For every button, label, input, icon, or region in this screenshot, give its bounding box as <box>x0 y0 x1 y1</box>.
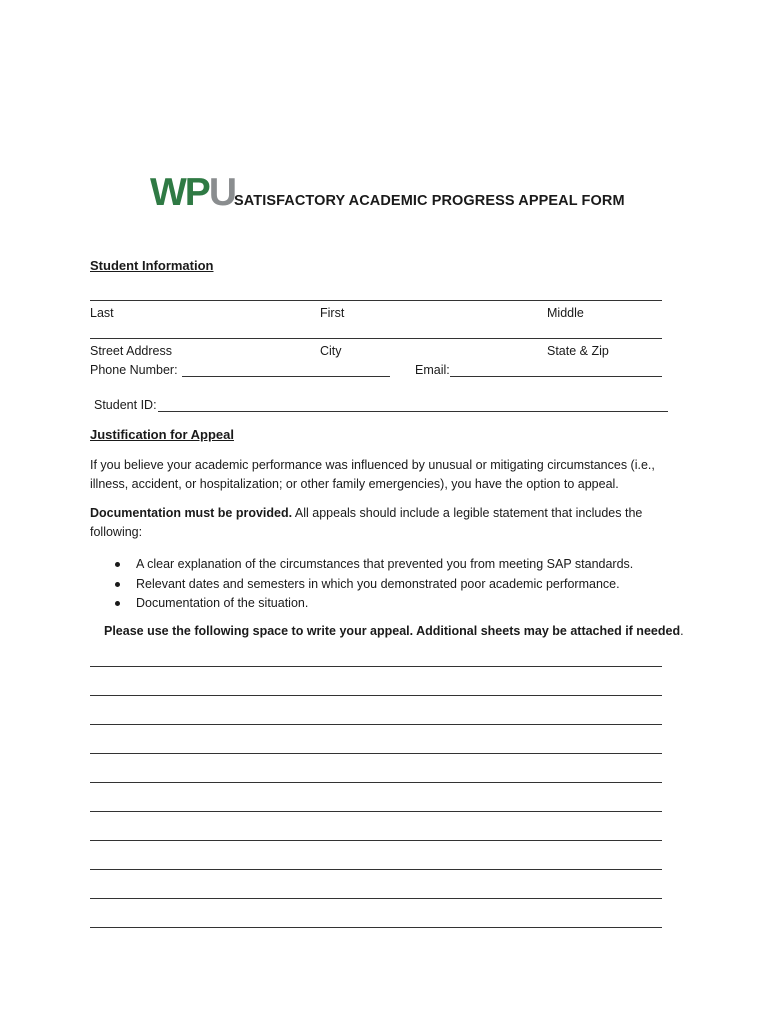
justification-intro: If you believe your academic performance was influenced by unusual or mitigating circumstances (i.e., illness, accident, or hospitalization; or other family emergencies), you have the option to appeal. <box>90 458 655 491</box>
logo-u: U <box>208 171 237 214</box>
email-label: Email: <box>415 363 450 377</box>
wpu-logo <box>150 171 237 214</box>
appeal-writing-line[interactable] <box>90 782 662 783</box>
list-item: Relevant dates and semesters in which you demonstrated poor academic performance. <box>112 575 633 595</box>
student-id-label: Student ID: <box>94 398 157 412</box>
appeal-writing-line[interactable] <box>90 666 662 667</box>
last-name-label: Last <box>90 306 114 320</box>
first-name-label: First <box>320 306 345 320</box>
middle-name-label: Middle <box>547 306 584 320</box>
address-line[interactable] <box>90 338 662 339</box>
appeal-writing-line[interactable] <box>90 753 662 754</box>
appeal-writing-line[interactable] <box>90 840 662 841</box>
phone-number-label: Phone Number: <box>90 363 178 377</box>
documentation-paragraph <box>90 504 680 542</box>
form-title: SATISFACTORY ACADEMIC PROGRESS APPEAL FORM <box>234 193 625 209</box>
phone-number-line[interactable] <box>182 376 390 377</box>
justification-heading: Justification for Appeal <box>90 427 234 442</box>
logo-wp: WP <box>150 171 209 214</box>
state-zip-label: State & Zip <box>547 344 609 358</box>
requirements-list <box>112 555 633 614</box>
appeal-instruction <box>104 624 684 638</box>
street-address-label: Street Address <box>90 344 172 358</box>
appeal-instruction-period: . <box>680 624 684 638</box>
appeal-writing-line[interactable] <box>90 869 662 870</box>
appeal-writing-line[interactable] <box>90 898 662 899</box>
appeal-writing-line[interactable] <box>90 724 662 725</box>
student-id-line[interactable] <box>158 411 668 412</box>
email-line[interactable] <box>450 376 662 377</box>
name-line[interactable] <box>90 300 662 301</box>
list-item: A clear explanation of the circumstances that prevented you from meeting SAP standards. <box>112 555 633 575</box>
documentation-required-text: Documentation must be provided. <box>90 506 293 520</box>
appeal-writing-line[interactable] <box>90 927 662 928</box>
student-information-heading: Student Information <box>90 258 214 273</box>
list-item: Documentation of the situation. <box>112 594 633 614</box>
appeal-writing-line[interactable] <box>90 695 662 696</box>
city-label: City <box>320 344 342 358</box>
appeal-instruction-text: Please use the following space to write your appeal. Additional sheets may be attached if needed <box>104 624 681 638</box>
appeal-writing-line[interactable] <box>90 811 662 812</box>
documentation-rest-text: All appeals should include a legible statement that includes the following: <box>90 506 643 539</box>
